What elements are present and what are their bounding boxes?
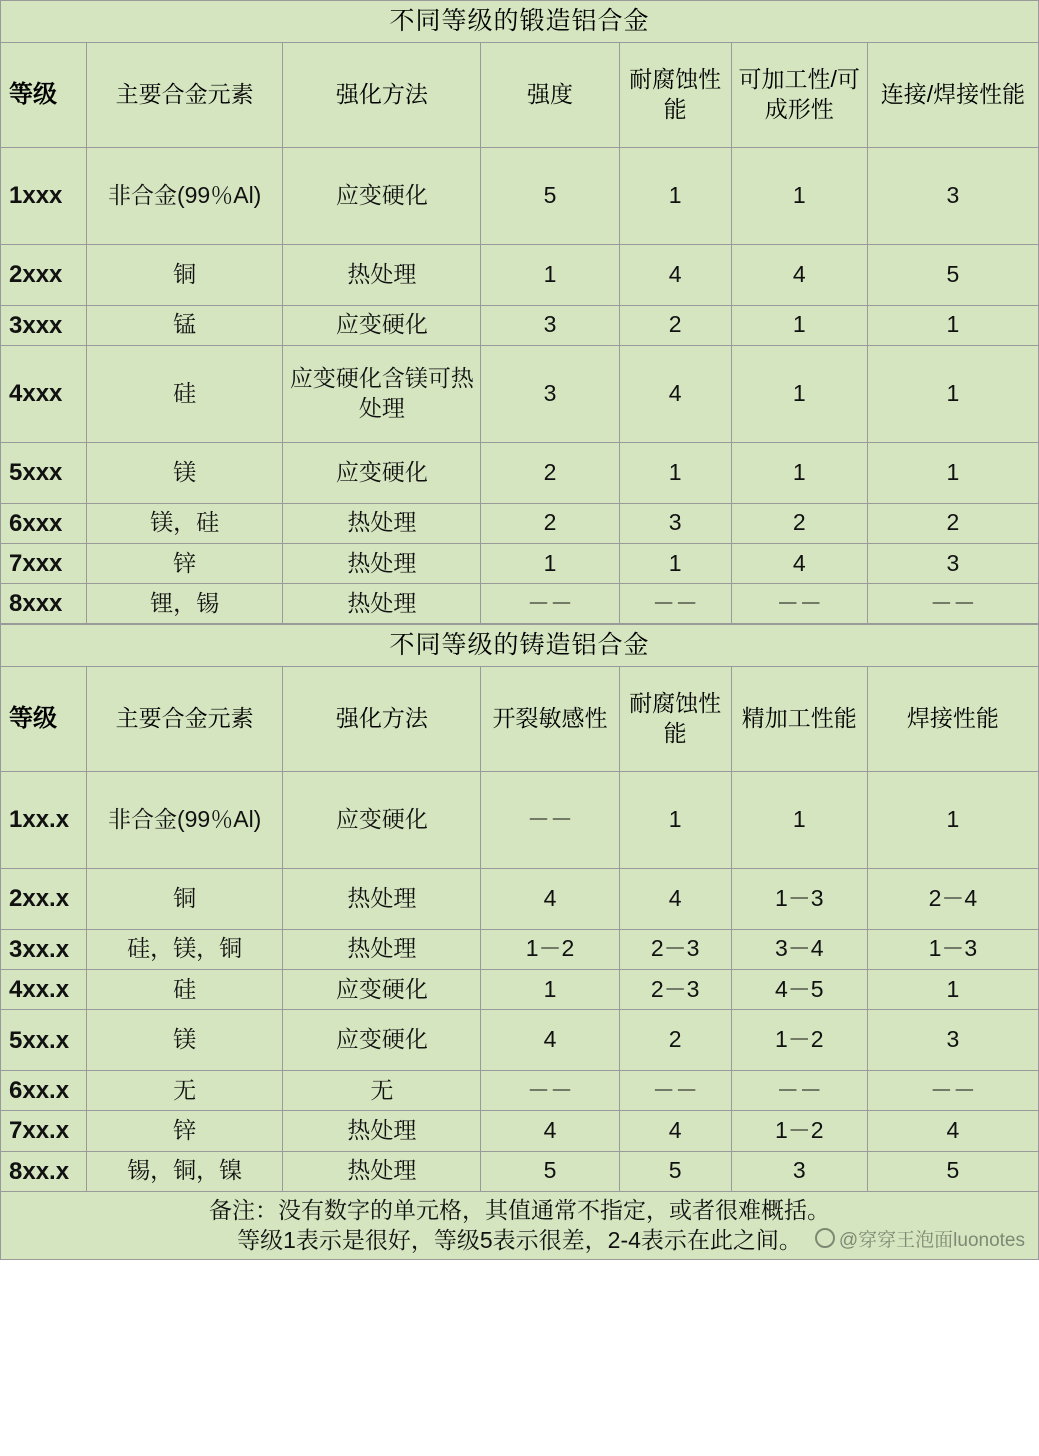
cell-value: 5	[481, 1151, 619, 1191]
cell-element: 锌	[87, 1111, 283, 1151]
cell-method: 应变硬化	[283, 771, 481, 868]
cell-value: 1	[731, 147, 867, 244]
footnote-row	[1, 1191, 1039, 1260]
cast-header-row	[1, 666, 1039, 771]
cell-value: 3	[867, 147, 1038, 244]
cell-element: 锌	[87, 543, 283, 583]
cell-value: 4	[481, 868, 619, 929]
wrought-header-row	[1, 42, 1039, 147]
header-strengthening: 强化方法	[283, 666, 481, 771]
cell-value: 3	[481, 305, 619, 345]
table-row	[1, 503, 1039, 543]
cell-value: 1	[731, 771, 867, 868]
cell-value: 1	[867, 771, 1038, 868]
cell-grade: 5xx.x	[1, 1010, 87, 1071]
cell-value: 4	[731, 543, 867, 583]
watermark-text: @穿穿王泡面luonotes	[838, 1230, 1025, 1252]
cell-method: 热处理	[283, 584, 481, 624]
cell-value: 2	[481, 442, 619, 503]
cell-method: 应变硬化	[283, 969, 481, 1009]
cell-value: 1	[619, 147, 731, 244]
cell-value: 4	[619, 244, 731, 305]
cell-grade: 6xx.x	[1, 1071, 87, 1111]
cell-value: 1	[731, 442, 867, 503]
table-row	[1, 442, 1039, 503]
cell-grade: 3xxx	[1, 305, 87, 345]
table-row	[1, 584, 1039, 624]
cell-value: 4	[867, 1111, 1038, 1151]
cell-grade: 2xx.x	[1, 868, 87, 929]
cell-element: 非合金(99％Al)	[87, 771, 283, 868]
cell-value: －－	[731, 584, 867, 624]
cell-value: 3	[867, 1010, 1038, 1071]
cell-grade: 2xxx	[1, 244, 87, 305]
cell-element: 锰	[87, 305, 283, 345]
cell-method: 热处理	[283, 1111, 481, 1151]
table-row	[1, 929, 1039, 969]
cell-grade: 8xxx	[1, 584, 87, 624]
cell-grade: 8xx.x	[1, 1151, 87, 1191]
header-corrosion: 耐腐蚀性能	[619, 42, 731, 147]
cell-element: 硅	[87, 345, 283, 442]
header-finishing: 精加工性能	[731, 666, 867, 771]
header-machinability: 可加工性/可成形性	[731, 42, 867, 147]
cell-value: 3	[867, 543, 1038, 583]
cell-value: 2－3	[619, 969, 731, 1009]
cell-grade: 1xx.x	[1, 771, 87, 868]
cell-value: 4－5	[731, 969, 867, 1009]
cell-grade: 5xxx	[1, 442, 87, 503]
cell-element: 铜	[87, 244, 283, 305]
cell-grade: 4xxx	[1, 345, 87, 442]
cell-value: 1－2	[481, 929, 619, 969]
wrought-table-title-row	[1, 1, 1039, 43]
header-joining: 连接/焊接性能	[867, 42, 1038, 147]
table-row	[1, 305, 1039, 345]
cell-value: －－	[481, 584, 619, 624]
header-strengthening: 强化方法	[283, 42, 481, 147]
wrought-table-title: 不同等级的锻造铝合金	[1, 1, 1039, 43]
cell-value: －－	[867, 584, 1038, 624]
cell-value: 2	[619, 1010, 731, 1071]
cell-method: 热处理	[283, 503, 481, 543]
cell-element: 镁	[87, 442, 283, 503]
cell-value: 1	[619, 543, 731, 583]
cell-value: 2－3	[619, 929, 731, 969]
cell-grade: 1xxx	[1, 147, 87, 244]
cell-value: 1－3	[731, 868, 867, 929]
cell-value: 3	[731, 1151, 867, 1191]
cell-value: 3	[619, 503, 731, 543]
cell-method: 热处理	[283, 868, 481, 929]
header-grade: 等级	[1, 666, 87, 771]
cell-method: 应变硬化	[283, 442, 481, 503]
table-row	[1, 345, 1039, 442]
cell-value: 4	[619, 345, 731, 442]
cell-method: 应变硬化	[283, 147, 481, 244]
cell-value: 1	[867, 969, 1038, 1009]
cell-element: 硅，镁，铜	[87, 929, 283, 969]
cell-method: 应变硬化含镁可热处理	[283, 345, 481, 442]
cell-value: 1	[731, 345, 867, 442]
cell-value: 1	[619, 771, 731, 868]
cell-value: 1－2	[731, 1111, 867, 1151]
cell-method: 热处理	[283, 1151, 481, 1191]
cell-value: 4	[481, 1111, 619, 1151]
header-strength: 强度	[481, 42, 619, 147]
cell-value: 4	[731, 244, 867, 305]
cell-value: 2	[619, 305, 731, 345]
table-row	[1, 244, 1039, 305]
wrought-alloy-table	[0, 0, 1039, 624]
table-row	[1, 1151, 1039, 1191]
cell-element: 镁，硅	[87, 503, 283, 543]
cell-value: 1	[481, 543, 619, 583]
cell-value: －－	[619, 584, 731, 624]
cell-value: 1	[867, 442, 1038, 503]
cell-value: 5	[481, 147, 619, 244]
cell-value: 2－4	[867, 868, 1038, 929]
header-welding: 焊接性能	[867, 666, 1038, 771]
cell-method: 热处理	[283, 929, 481, 969]
table-row	[1, 771, 1039, 868]
header-main-element: 主要合金元素	[87, 42, 283, 147]
cell-value: 1	[731, 305, 867, 345]
table-row	[1, 543, 1039, 583]
cell-value: 1	[867, 305, 1038, 345]
cell-value: 2	[481, 503, 619, 543]
cell-element: 非合金(99％Al)	[87, 147, 283, 244]
header-corrosion: 耐腐蚀性能	[619, 666, 731, 771]
cell-element: 锂，锡	[87, 584, 283, 624]
cell-value: －－	[481, 771, 619, 868]
table-row	[1, 1071, 1039, 1111]
cast-alloy-table	[0, 624, 1039, 1260]
cell-value: 1	[481, 244, 619, 305]
cell-value: 3－4	[731, 929, 867, 969]
footnote-line-1: 备注：没有数字的单元格，其值通常不指定，或者很难概括。	[209, 1196, 830, 1223]
cell-grade: 4xx.x	[1, 969, 87, 1009]
cell-grade: 7xx.x	[1, 1111, 87, 1151]
cell-value: －－	[481, 1071, 619, 1111]
cell-value: －－	[619, 1071, 731, 1111]
cell-value: －－	[731, 1071, 867, 1111]
footnote-line-2: 等级1表示是很好，等级5表示很差，2-4表示在此之间。	[237, 1226, 802, 1253]
cell-method: 应变硬化	[283, 1010, 481, 1071]
cell-value: －－	[867, 1071, 1038, 1111]
cell-value: 5	[867, 1151, 1038, 1191]
cell-method: 应变硬化	[283, 305, 481, 345]
cell-value: 1－3	[867, 929, 1038, 969]
cell-element: 无	[87, 1071, 283, 1111]
table-row	[1, 1010, 1039, 1071]
cell-grade: 7xxx	[1, 543, 87, 583]
cell-value: 1－2	[731, 1010, 867, 1071]
cell-method: 热处理	[283, 244, 481, 305]
cell-element: 锡，铜，镍	[87, 1151, 283, 1191]
cell-value: 1	[619, 442, 731, 503]
header-crack-sensitivity: 开裂敏感性	[481, 666, 619, 771]
cell-value: 1	[481, 969, 619, 1009]
cell-value: 4	[619, 1111, 731, 1151]
table-row	[1, 969, 1039, 1009]
cast-table-title-row	[1, 625, 1039, 667]
table-row	[1, 1111, 1039, 1151]
cell-element: 铜	[87, 868, 283, 929]
cell-value: 5	[619, 1151, 731, 1191]
cell-element: 镁	[87, 1010, 283, 1071]
cast-table-title: 不同等级的铸造铝合金	[1, 625, 1039, 667]
cell-value: 4	[481, 1010, 619, 1071]
cell-method: 无	[283, 1071, 481, 1111]
header-main-element: 主要合金元素	[87, 666, 283, 771]
header-grade: 等级	[1, 42, 87, 147]
cell-grade: 3xx.x	[1, 929, 87, 969]
table-row	[1, 868, 1039, 929]
cell-value: 1	[867, 345, 1038, 442]
cell-value: 3	[481, 345, 619, 442]
cell-grade: 6xxx	[1, 503, 87, 543]
footnote-cell	[1, 1191, 1039, 1260]
cell-value: 2	[731, 503, 867, 543]
table-row	[1, 147, 1039, 244]
cell-value: 4	[619, 868, 731, 929]
cell-element: 硅	[87, 969, 283, 1009]
cell-value: 2	[867, 503, 1038, 543]
cell-method: 热处理	[283, 543, 481, 583]
cell-value: 5	[867, 244, 1038, 305]
